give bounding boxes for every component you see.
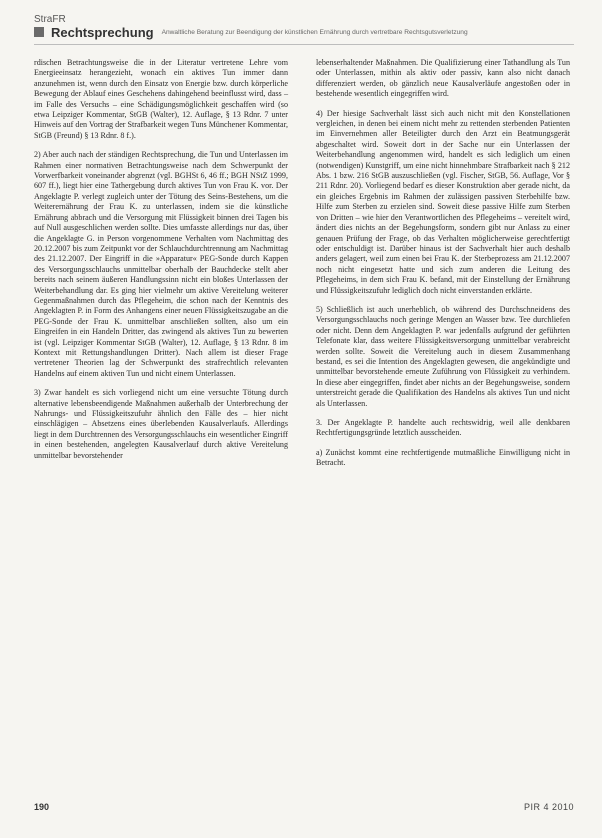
paragraph: 5) Schließlich ist auch unerheblich, ob während des Durchschneidens des Versorgungsschlauchs noch geringe Mengen an Wasser bzw. Tee durchliefen oder nicht. Denn dem Angeklagten P. war jedenfalls aufgrund der geführten Telefonate klar, dass weitere Flüssigkeitsversorgung unmittelbar verabreicht werden sollte. Soweit die Vereitelung auch in diesem Zusammenhang bestand, es sei die Intention des Angeklagten gewesen, die angekündigte und unmittelbar bevorstehende erneute Zuführung von Flüssigkeit zu verhindern. In diese aber eingegriffen, findet aber nichts an der Begehungsweise, sondern unterstreicht gerade die Qualifikation des Handelns als aktives Tun und nicht als Unterlassen. bbox=[316, 304, 570, 408]
page-header bbox=[34, 24, 574, 40]
page-number: 190 bbox=[34, 802, 50, 812]
page-footer bbox=[34, 802, 574, 816]
left-column bbox=[34, 58, 288, 461]
paragraph: lebenserhaltender Maßnahmen. Die Qualifizierung einer Tathandlung als Tun oder Unterlassen, mithin als aktiv oder passiv, kann also nicht danach differenziert werden, ob gänzlich neue Kausalverläufe angestoßen oder in bestehende wesentlich eingegriffen wird. bbox=[316, 58, 570, 99]
paragraph: 3. Der Angeklagte P. handelte auch rechtswidrig, weil alle denkbaren Rechtfertigungsgründe letztlich ausscheiden. bbox=[316, 418, 570, 438]
paragraph: 2) Aber auch nach der ständigen Rechtsprechung, die Tun und Unterlassen im Rahmen einer normativen Betrachtungsweise nach dem Schwerpunkt der Vorwerfbarkeit voneinander abgrenzt (vgl. BGHSt 6, 46 ff.; BGH NStZ 1999, 607 ff.), liegt hier eine Tathergebung durch aktives Tun von Frau K. vor. Der Angeklagte P. verlegt zugleich unter der Tötung des Seins-Bestehens, um die Weiterernährung der Frau K. zu unterlassen, indem sie die künstliche Ernährung abbrach und die Versorgung mit Flüssigkeit binnen drei Tagen bis auf Null ausgeschlichen werden sollte. Dies umfasste allerdings nur das, über die Angeklagte G. in Person vorgenommene Verhalten vom Nachmittag des 20.12.2007 bis zum Zeitpunkt vor der Schlauchdurchtrennung am Nachmittag des 21.12.2007. Der Eingriff in die »Apparatur« PEG-Sonde durch Kappen des Versorgungsschlauchs unmittelbar oberhalb der Bauchdecke stellt aber bereits nach seinem äußeren Handlungssinn nicht ein bloßes Unterlassen der Weiterbehandlung dar. Es ging hier vielmehr um aktive Vereitelung weiterer Gegenmaßnahmen durch das Pflegeheim, die schon nach der Kenntnis des Angeklagten P. in Form des Anhangens einer neuen Flüssigkeitszugabe an die PEG-Sonde der Frau K. unmittelbar anschließen sollten, also um ein Eingreifen in ein Handeln Dritter, das zwingend als aktives Tun zu bewerten ist (vgl. Leipziger Kommentar StGB (Walter), 12. Auflage, § 13 Rdnr. 8 im Kontext mit Rettungshandlungen Dritter). Nach allem ist dieser Frage vertretener Theorien lag der Schwerpunkt des strafrechtlich relevanten Handelns auf einem aktiven Tun und nicht einem Unterlassen. bbox=[34, 150, 288, 378]
journal-issue: PIR 4 2010 bbox=[523, 802, 574, 812]
paragraph: rdischen Betrachtungsweise die in der Literatur vertretene Lehre vom Energieeinsatz herangezieht, wonach ein aktives Tun immer dann anzunehmen ist, wenn durch den Einsatz von Energie bzw. durch körperliche Bewegung der Ablauf eines Geschehens dahingehend beeinflusst wird, dass – im Falle des Versuchs – eine Schädigungsmöglichkeit geschaffen wird (so etwa Leipziger Kommentar, StGB (Walter), 12. Auflage, § 13 Rdnr. 7 unter Hinweis auf den Vortrag der Strafbarkeit wegen Tuns Münchener Kommentar, StGB (Freund) § 13 Rdnr. 8 f.). bbox=[34, 58, 288, 140]
right-column bbox=[316, 58, 570, 469]
paragraph: a) Zunächst kommt eine rechtfertigende mutmaßliche Einwilligung nicht in Betracht. bbox=[316, 447, 570, 468]
section-label: StraFR bbox=[34, 14, 66, 25]
section-subtitle: Anwaltliche Beratung zur Beendigung der künstlichen Ernährung durch vertretbare Rechtsgutsverletzung bbox=[161, 28, 468, 36]
paragraph: 4) Der hiesige Sachverhalt lässt sich auch nicht mit den Konstellationen vergleichen, in denen bei einem nicht mehr zu rettenden sterbenden Patienten im Einvernehmen aller Beteiligter durch den Arzt ein Beatmungsgerät abgeschaltet wird. Soweit dort in der Sache nur ein Unterlassen der Weiterbehandlung angenommen wird, handelt es sich lediglich um einen (notwendigen) Kunstgriff, um eine nicht hinnehmbare Strafbarkeit nach § 212 Abs. 1 bzw. 216 StGB auszuschließen (vgl. Fischer, StGB, 56. Auflage, Vor § 211 Rdnr. 20). Vorliegend bedarf es dieser Konstruktion aber gerade nicht, da ein gleiches Ergebnis im Rahmen der zulässigen passiven Sterbehilfe bzw. Hilfe zum Sterben zu erzielen sind. Soweit diese passive Hilfe zum Sterben von Dritten – wie hier den Verantwortlichen des Pflegeheims – vereitelt wird, ändert dies nichts an der Begehungsform, sondern gibt nur Anlass zu einer genauen Prüfung der Frage, ob das Verhalten möglicherweise gerechtfertigt oder entschuldigt ist. Darüber hinaus ist der Sachverhalt hier auch deshalb anders gelagert, weil zum einen bei Frau K. der Sterbeprozess am 21.12.2007 noch nicht eingesetzt hatte und sich zum anderen die Leitung des Pflegeheims, in dem sich Frau K. befand, mit der Einstellung der Ernährung und Flüssigkeitszufuhr lediglich doch nicht einverstanden erklärte. bbox=[316, 108, 570, 295]
header-divider bbox=[34, 44, 574, 45]
paragraph: 3) Zwar handelt es sich vorliegend nicht um eine versuchte Tötung durch alternative lebensbeendigende Maßnahmen außerhalb der Unterbrechung der Nahrungs- und Flüssigkeitszufuhr ähnlich den Fälle des – hier nicht einschlägigen – Absetzens eines überlebenden Kausalverlaufs. Allerdings liegt in dem Durchtrennen des Versorgungsschlauchs ein wesentlicher Eingriff in einen bestehenden, angelegten Kausalverlauf durch aktive Vereitelung unmittelbar bevorstehender bbox=[34, 388, 288, 460]
section-marker-icon bbox=[34, 27, 44, 37]
section-title: Rechtsprechung bbox=[51, 24, 154, 40]
